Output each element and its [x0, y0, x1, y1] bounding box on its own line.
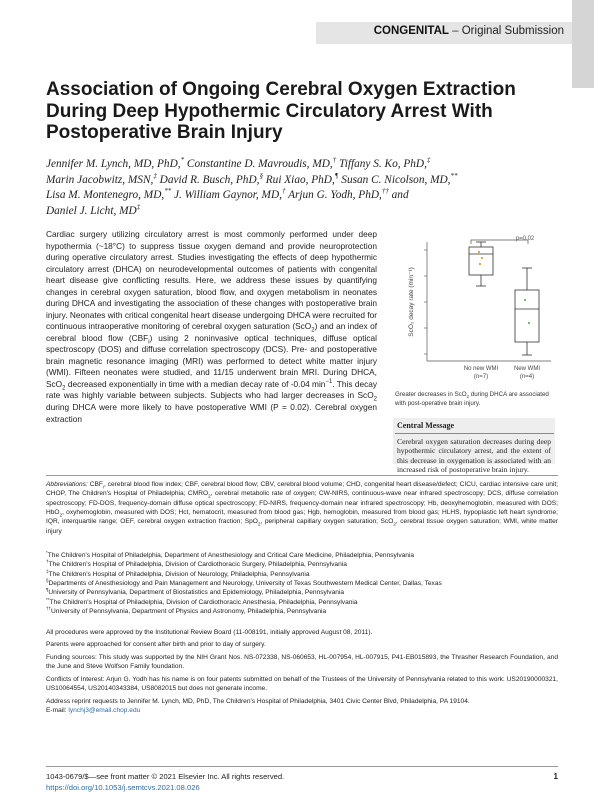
abbreviations-divider — [46, 475, 558, 476]
affiliation-item — [46, 588, 558, 597]
abstract-subscript: 2 — [311, 327, 315, 334]
doi-link[interactable]: https://doi.org/10.1053/j.semtcvs.2021.08.026 — [46, 783, 200, 792]
abbreviations-list — [46, 480, 558, 536]
author-affiliation-mark: ** — [164, 187, 172, 196]
abstract-segment: Cardiac surgery utilizing circulatory arrest is most commonly performed under deep hypothermia (~18°C) to suppress tissue oxygen demand and provide neuroprotection during operative circulatory arrest. Studies investigating the effects of deep hypothermic circulatory arrest (DHCA) on neurodevelopmental outcomes of patients with congenital heart disease give conflicting results. Here, we address these issues by quantifying changes in cerebral oxygen saturation, blood flow, and oxygen metabolism in neonates during DHCA and investigating the association of these changes with postoperative brain injury. Neonates with critical congenital heart disease undergoing DHCA were recruited for continuous intraoperative monitoring of cerebral oxygen saturation (ScO — [46, 229, 377, 332]
abstract-superscript: −1 — [325, 379, 333, 386]
section-label-main: CONGENITAL — [373, 25, 449, 37]
author-affiliation-mark: ‡ — [426, 156, 431, 165]
author-affiliation-mark: ** — [450, 171, 458, 180]
article-title: Association of Ongoing Cerebral Oxygen Extraction During Deep Hypothermic Circulatory Arrest With Postoperative Brain Injury — [46, 79, 516, 143]
affiliation-item — [46, 551, 558, 560]
y-axis-ticks — [424, 250, 427, 354]
affiliation-mark: * — [46, 549, 48, 555]
abstract-subscript: 2 — [62, 385, 66, 392]
affiliation-mark: ¶ — [46, 587, 49, 593]
affiliation-mark: †† — [46, 605, 52, 611]
email-label: E-mail: — [46, 706, 69, 714]
caption-segment: during DHCA are associated with post-operative brain injury. — [395, 391, 549, 407]
author-separator: and — [388, 189, 409, 201]
figure-caption — [395, 390, 553, 408]
reprint-note — [46, 697, 558, 716]
affiliation-text: The Children's Hospital of Philadelphia, Department of Anesthesiology and Critical Care Medicine, Philadelphia, Pennsylvania — [47, 552, 415, 559]
author-name: Jennifer M. Lynch, MD, PhD, — [46, 158, 181, 170]
affiliation-text: Departments of Anesthesiology and Pain Management and Neurology, University of Texas Southwestern Medical Center, Dallas, Texas — [48, 580, 442, 588]
affiliation-text: The Children's Hospital of Philadelphia, Division of Cardiothoracic Surgery, Philadelphia, Pennsylvania — [48, 561, 347, 569]
abbrev-segment: , oxyhemoglobin, measured with DOS; Hct, hematocrit, measured from blood gas; Hgb, hemoglobin, measured from blood gas; HLHS, hypoplastic left heart syndrome; IQR, interquartile range; OEF, cerebral oxygen extraction fraction; SpO — [46, 509, 558, 526]
section-label — [374, 25, 564, 37]
author-name: J. William Gaynor, MD, — [174, 189, 282, 201]
abstract-segment: ) using 2 noninvasive optical techniques, diffuse optical spectroscopy (DOS) and diffuse correlation spectroscopy (DCS). Pre- and postoperative brain magnetic resonance imaging (MRI) was performed to detect white matter injury (WMI). Fifteen neonates were studied, and 11/15 underwent brain MRI. During DHCA, ScO — [46, 332, 377, 389]
author-affiliation-mark: ¶ — [334, 171, 339, 180]
abstract-segment: ) and an index of cerebral blood flow (CBF — [46, 321, 377, 343]
author-name: Daniel J. Licht, MD — [46, 204, 137, 217]
article-notes — [46, 628, 558, 718]
journal-side-tab — [572, 0, 594, 88]
box-plot-figure — [393, 228, 553, 388]
affiliation-mark: § — [46, 577, 49, 583]
affiliation-text: The Children's Hospital of Philadelphia, Division of Cardiothoracic Anesthesia, Philadelphia, Pennsylvania — [49, 598, 358, 606]
abstract-segment: during DHCA were more likely to have postoperative WMI (P = 0.02). Cerebral oxygen extraction — [46, 401, 377, 424]
affiliation-item — [46, 560, 558, 569]
email-link[interactable]: lynchj3@email.chop.edu — [68, 706, 141, 714]
abbrev-subscript: 2 — [59, 512, 63, 518]
abstract-segment: decreased exponentially in time with a median decay rate of -0.04 min — [65, 378, 326, 389]
abbreviations-label: Abbreviations: — [46, 481, 88, 488]
author-name: Arjun G. Yodh, PhD, — [288, 189, 382, 201]
abstract-subscript: i — [148, 339, 150, 346]
figure-x-label-new-wmi: New WMI — [514, 366, 540, 372]
author-name: Susan C. Nicolson, MD, — [341, 173, 451, 186]
caption-segment: Greater decreases in ScO — [395, 391, 467, 398]
author-name: Marin Jacobwitz, MSN, — [46, 173, 154, 186]
caption-subscript: 2 — [466, 394, 470, 400]
central-figure — [393, 228, 553, 388]
affiliation-text: The Children's Hospital of Philadelphia, Division of Neurology, Philadelphia, Pennsylvania — [48, 570, 310, 578]
figure-x-label-no-wmi-n: (n=7) — [473, 374, 489, 380]
affiliations-list — [46, 551, 558, 616]
affiliation-mark: ** — [46, 596, 50, 602]
conflicts-note: Conflicts of Interest: Arjun G. Yodh has his name is on four patents submitted on behalf of the Trustees of the University of Pennsylvania related to this work: US20190000321, US10064554, US20140343384, US8082015 but does not generate income. — [46, 675, 558, 693]
abstract-text — [46, 229, 377, 425]
abbrev-segment: CBF — [87, 481, 103, 488]
box-new-wmi — [515, 268, 539, 355]
author-affiliation-mark: † — [332, 156, 337, 165]
page-footer — [46, 771, 558, 793]
footer-divider — [46, 766, 558, 767]
author-affiliation-mark: * — [180, 156, 185, 165]
reprint-address: Address reprint requests to Jennifer M. Lynch, MD, PhD, The Children's Hospital of Philadelphia, 3401 Civic Center Blvd, Philadelphia, PA 19104. — [46, 697, 470, 705]
figure-y-axis-label: ScO₂ decay rate (min⁻¹) — [408, 267, 415, 337]
author-name: Tiffany S. Ko, PhD, — [339, 158, 427, 170]
author-affiliation-mark: † — [281, 187, 286, 196]
affiliation-text: University of Pennsylvania, Department of Physics and Astronomy, Philadelphia, Pennsylvania — [51, 608, 327, 616]
affiliation-item — [46, 607, 558, 616]
author-affiliation-mark: ‡ — [136, 202, 141, 211]
consent-note: Parents were approached for consent after birth and prior to day of surgery. — [46, 641, 266, 649]
author-name: Rui Xiao, PhD, — [265, 173, 335, 186]
author-name: David R. Busch, PhD, — [159, 173, 260, 186]
central-message-heading: Central Message — [397, 421, 455, 430]
affiliation-mark: † — [46, 559, 49, 565]
affiliation-text: University of Pennsylvania, Department of Biostatistics and Epidemiology, Philadelphia, Pennsylvania — [48, 589, 345, 597]
copyright-line: 1043-0679/$—see front matter © 2021 Elsevier Inc. All rights reserved. — [46, 772, 285, 781]
funding-note: Funding sources: This study was supported by the NIH Grant Nos. NS-072338, NS-060653, HL-007954, HL-007915, P41-EB015893, the Thrasher Research Foundation, and the June and Steve Wolfson Family foundation. — [46, 653, 558, 671]
abbrev-segment: , peripheral capillary oxygen saturation; ScO — [260, 518, 394, 526]
abbrev-segment: , cerebral blood flow index; CBF, cerebral blood flow; CBV, cerebral blood volume; CHD, congenital heart disease/defect; CICU, cardiac intensive care unit; CHOP, The Children's Hospital of Philadelphia; CMRO — [46, 481, 558, 498]
author-affiliation-mark: § — [259, 171, 263, 180]
author-affiliation-mark: ‡ — [153, 171, 157, 180]
abbrev-segment: , cerebral tissue oxygen saturation; WMI, white matter injury — [46, 518, 558, 535]
affiliation-item — [46, 579, 558, 588]
author-affiliation-mark: †† — [381, 187, 389, 196]
central-message-divider — [395, 433, 554, 434]
author-name: Lisa M. Montenegro, MD, — [46, 189, 165, 201]
box-no-new-wmi — [469, 242, 493, 286]
central-message-body: Cerebral oxygen saturation decreases during deep hypothermic circulatory arrest, and the extent of this decrease in oxygenation is associated with an increased risk of postoperative brain injury. — [397, 437, 551, 475]
figure-pvalue: p=0.02 — [515, 236, 535, 242]
affiliation-mark: ‡ — [46, 568, 49, 574]
affiliation-item — [46, 598, 558, 607]
abbrev-subscript: 2 — [208, 493, 211, 499]
abbrev-subscript: 2 — [393, 521, 396, 527]
abbrev-segment: , cerebral metabolic rate of oxygen; CW-NIRS, continuous-wave near infrared spectroscopy; DCS, diffuse correlation spectroscopy; FD-DOS, frequency-domain diffuse optical spectroscopy; FD-NIRS, frequency-domain near infrared spectroscopy; Hb, deoxyhemoglobin, measured with DOS; HbO — [46, 490, 559, 517]
abbrev-subscript: i — [102, 484, 104, 490]
abstract-segment: . This decay rate was highly variable between subjects. Subjects who had larger decreases in ScO — [46, 378, 377, 401]
author-name: Constantine D. Mavroudis, MD, — [186, 158, 333, 170]
abbrev-subscript: 2 — [257, 521, 261, 527]
section-label-dash: – — [452, 25, 459, 37]
section-label-sub: Original Submission — [461, 25, 564, 37]
figure-x-label-new-wmi-n: (n=4) — [519, 374, 535, 380]
irb-note: All procedures were approved by the Institutional Review Board (11-008191, initially approved August 08, 2011). — [46, 629, 373, 636]
page-number: 1 — [553, 772, 558, 781]
author-list — [46, 157, 546, 219]
affiliation-item — [46, 570, 558, 579]
abstract-subscript: 2 — [373, 397, 377, 404]
figure-x-label-no-wmi: No new WMI — [463, 366, 499, 372]
